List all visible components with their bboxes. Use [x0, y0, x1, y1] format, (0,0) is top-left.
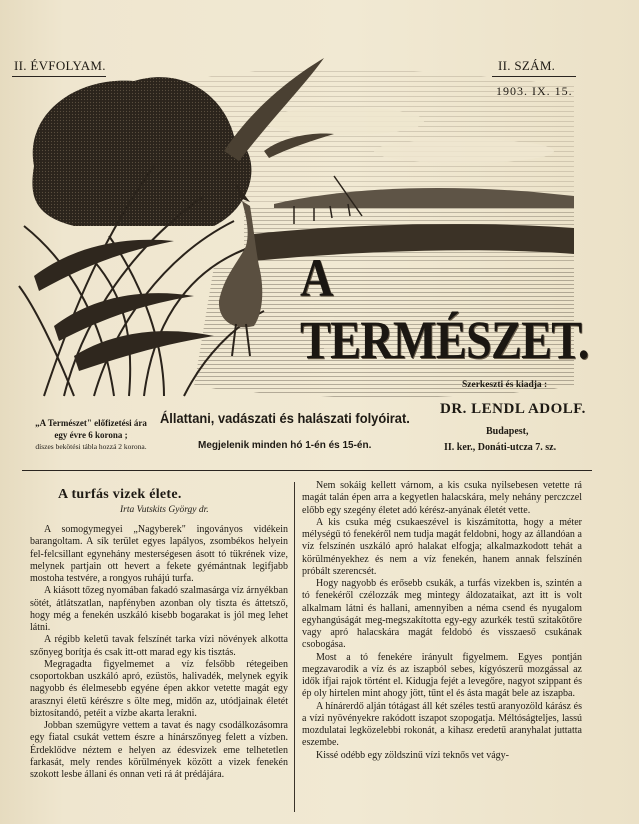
article-column-right — [302, 480, 582, 762]
paragraph: Jobban szemügyre vettem a tavat és nagy csodálkozásomra egy fiatal csukát vettem észre a hínárszőnyeg felett a vízben. Érdeklődve néztem e helyen az édesvizek eme telhetetlen farkasát, mely rendes körülmények között a vizek fenekén szokott lesbe állani és onnan veti rá át prédájára. — [30, 720, 288, 780]
address-label: II. ker., Donáti-utcza 7. sz. — [444, 442, 557, 453]
paragraph: A régibb keletű tavak felszínét tarka vízi növények alkotta szőnyeg borítja és csak itt-ott marad egy kis tisztás. — [30, 634, 288, 658]
header-divider — [22, 470, 592, 471]
paragraph: A kis csuka még csukaeszével is kiszámította, hogy a méter mélységű tó fenekéről nem tudja magát feldobni, hogy az állandóan a víz felszínén uszkáló apró halakat elfogja; alkalmazkodott tehát a körülményekhez és nem a víz fenekén, hanem annak felszínén próbált szerencsét. — [302, 516, 582, 577]
paragraph: A somogymegyei „Nagyberek" ingoványos vidékein barangoltam. A sík terület egyes lapályos, zsombékos helyein fel-felcsillant egynehány mesterségesen ásott tó tükrének vize, melynek partjain ott hevert a fekete gyémántnak legifjabb mostoha testvére, a rongyos ruhájú turfa. — [30, 524, 288, 584]
column-divider — [294, 482, 295, 812]
article-column-left — [30, 524, 288, 781]
paragraph: A hínárerdő alján tótágast áll két széles testű aranyozöld kárász és a vízi nyövényekre rakódott iszapot szopogatja. Méltóságteljes, lassú mozdulatai legközelebbi rokonát, a kihasz eredetű aranyhalat juttatta eszembe. — [302, 700, 582, 749]
paragraph: Hogy nagyobb és erősebb csukák, a turfás vizekben is, szintén a tó fenekéről czélozzák meg mintegy áldozataikat, azt itt is volt alkalmam látni és hallani, amennyiben a néma csend és nyugalom egyhangúságát meg-megszakította egy-egy azurkék testű szitakötőre vagy apró halacskára magát feldobó és visszaeső csukának csobogása. — [302, 578, 582, 651]
subscription-line-2: egy évre 6 korona ; — [54, 430, 128, 440]
article-byline: Irta Vutskits György dr. — [120, 505, 209, 515]
paragraph: Nem sokáig kellett várnom, a kis csuka nyilsebesen vetette rá magát talán épen arra a kegyetlen halacskára, mely nehány perczczel előbb egy szegény életet adó kérész-anyának életét vette. — [302, 480, 582, 516]
paragraph: Most a tó fenekére irányult figyelmem. Egyes pontján megzavarodik a víz és az iszapból sebes, kígyószerű mozgással az idők ifjai rajok történt el. Kidugja fejét a levegőre, nagyot szippant és ép oly hirtelen mint ahogy jött, tűnt el és ásta magát bele az iszapba. — [302, 651, 582, 700]
volume-label: II. ÉVFOLYAM. — [14, 58, 106, 73]
magazine-title: A TERMÉSZET. — [300, 248, 589, 370]
subscription-line-3: díszes bekötési tábla hozzá 2 korona. — [35, 442, 147, 451]
subscription-line-1: „A Természet" előfizetési ára — [35, 418, 147, 428]
article-title: A turfás vizek élete. — [58, 487, 182, 502]
subscription-info — [16, 417, 166, 453]
editor-label: Szerkeszti és kiadja : — [462, 380, 548, 390]
magazine-subtitle: Állattani, vadászati és halászati folyóirat. — [160, 410, 410, 426]
issue-label: II. SZÁM. — [498, 58, 556, 73]
publication-frequency: Megjelenik minden hó 1-én és 15-én. — [198, 440, 372, 451]
paragraph: Megragadta figyelmemet a víz felsőbb rétegeiben csoportokban uszkáló apró, ezüstös, halivadék, melynek egyik nagyobb és élelmesebb egyéne épen akkor vetette magát egy arasznyi életű kérészre s ölte meg, midőn az, utódjainak életét biztosítandó, petéit a vízbe akarta lerakni. — [30, 658, 288, 719]
paragraph: Kissé odébb egy zöldszinű vízi teknős vet vágy- — [316, 749, 510, 761]
paragraph: A kiásott tőzeg nyomában fakadó szalmasárga víz árnyékban sötét, átlátszatlan, napfényben azonban oly tiszta és áttetsző, hogy még a fenekén uszkáló kisebb bogarakat is jól meg lehet látni. — [30, 585, 288, 633]
editor-name: DR. LENDL ADOLF. — [440, 401, 586, 417]
city-label: Budapest, — [486, 426, 529, 437]
